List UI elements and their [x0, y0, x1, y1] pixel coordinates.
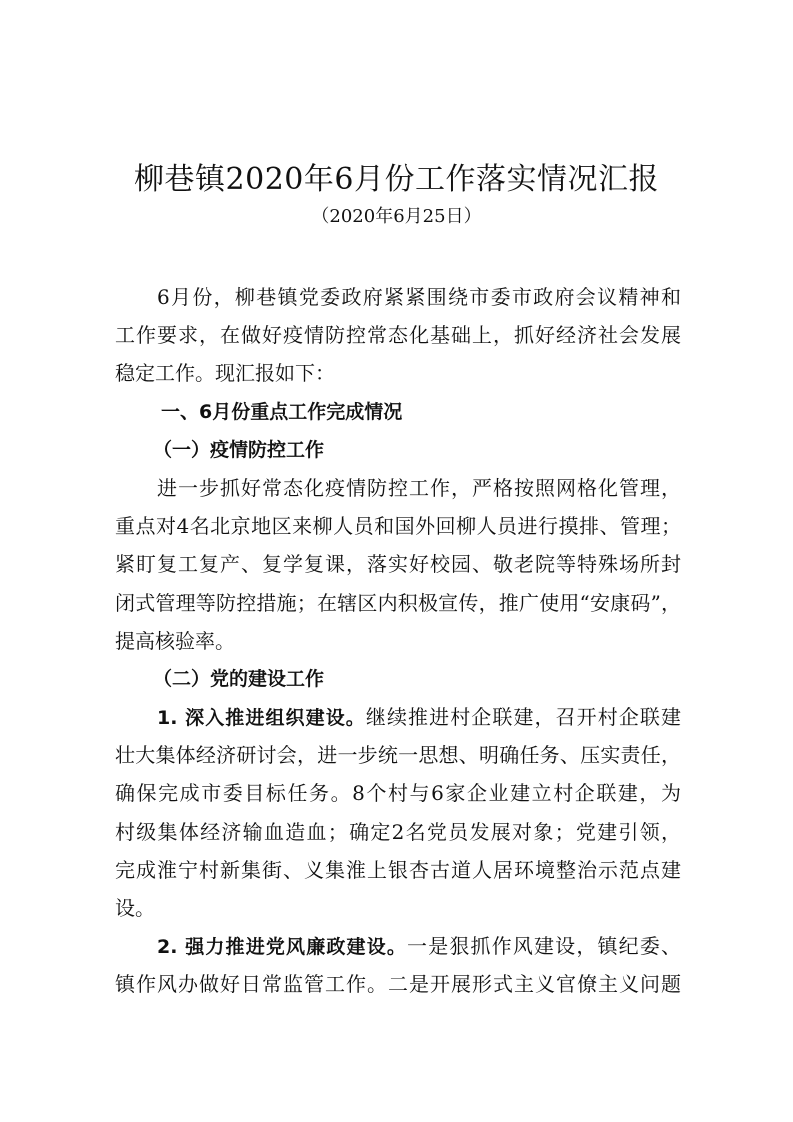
- document-title: 柳巷镇2020年6月份工作落实情况汇报: [134, 162, 659, 197]
- paragraph-line: 村级集体经济输血造血；确定2名党员发展对象；党建引领，: [115, 819, 681, 844]
- paragraph-line: 进一步抓好常态化疫情防控工作，严格按照网格化管理，: [157, 475, 681, 500]
- paragraph-line: [115, 698, 681, 736]
- intro-line: 稳定工作。现汇报如下：: [115, 361, 335, 386]
- item-text: 一是狠抓作风建设，镇纪委、: [407, 934, 681, 959]
- document-date: （2020年6月25日）: [311, 206, 482, 227]
- paragraph-line: 闭式管理等防控措施；在辖区内积极宣传，推广使用“安康码”，: [115, 590, 681, 615]
- paragraph-line: 确保完成市委目标任务。8个村与6家企业建立村企联建，为: [115, 781, 681, 806]
- paragraph-line: 提高核验率。: [115, 628, 235, 653]
- paragraph-line: 壮大集体经济研讨会，进一步统一思想、明确任务、压实责任，: [115, 743, 681, 768]
- subsection-heading: （二）党的建设工作: [153, 667, 325, 690]
- intro-line: 工作要求，在做好疫情防控常态化基础上，抓好经济社会发展: [115, 323, 681, 348]
- paragraph-line: 完成淮宁村新集街、义集淮上银杏古道人居环境整治示范点建: [115, 857, 681, 882]
- item-heading: 2. 强力推进党风廉政建设。: [157, 936, 408, 959]
- paragraph-line: 设。: [115, 896, 155, 920]
- item-heading: 1. 深入推进组织建设。: [157, 707, 366, 730]
- subsection-heading: （一）疫情防控工作: [153, 438, 325, 461]
- paragraph-line: 紧盯复工复产、复学复课，落实好校园、敬老院等特殊场所封: [115, 552, 681, 577]
- item-text: 继续推进村企联建，召开村企联建: [365, 705, 682, 730]
- document-body: [115, 278, 681, 1004]
- paragraph-line: 镇作风办做好日常监管工作。二是开展形式主义官僚主义问题: [115, 972, 681, 997]
- intro-line: 6月份，柳巷镇党委政府紧紧围绕市委市政府会议精神和: [157, 285, 681, 309]
- paragraph-line: 重点对4名北京地区来柳人员和国外回柳人员进行摸排、管理；: [115, 514, 681, 539]
- paragraph-line: [115, 927, 681, 965]
- section-heading: 一、6月份重点工作完成情况: [161, 400, 403, 423]
